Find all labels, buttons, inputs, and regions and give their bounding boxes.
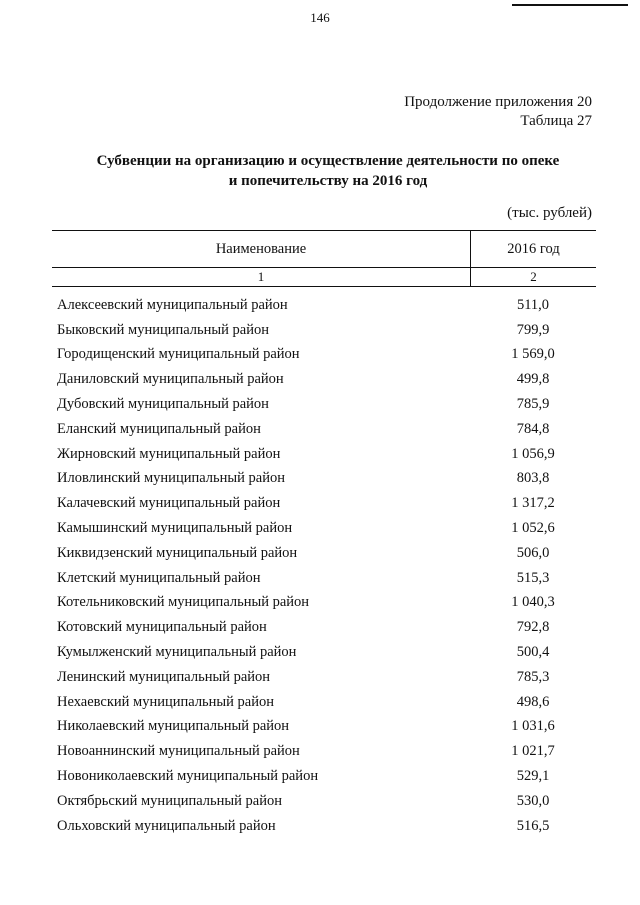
subvention-value: 530,0 xyxy=(516,792,550,809)
table-row xyxy=(52,640,596,665)
subvention-value: 1 317,2 xyxy=(511,495,555,512)
document-title xyxy=(60,151,596,191)
table-row xyxy=(52,442,596,467)
subvention-value: 784,8 xyxy=(516,420,550,437)
district-name: Жирновский муниципальный район xyxy=(57,445,281,462)
district-name: Котовский муниципальный район xyxy=(57,619,267,636)
title-line-2: и попечительству на 2016 год xyxy=(228,173,428,189)
subvention-value: 498,6 xyxy=(516,693,550,710)
header-name: Наименование xyxy=(52,231,471,267)
district-name: Иловлинский муниципальный район xyxy=(57,470,285,487)
subvention-value: 500,4 xyxy=(516,644,550,661)
district-name: Еланский муниципальный район xyxy=(57,420,261,437)
appendix-reference xyxy=(404,93,592,131)
column-number-2: 2 xyxy=(530,269,537,284)
table-row xyxy=(52,467,596,492)
district-name: Новониколаевский муниципальный район xyxy=(57,768,319,785)
district-name: Октябрьский муниципальный район xyxy=(57,792,282,809)
district-name: Дубовский муниципальный район xyxy=(57,396,269,413)
table-row xyxy=(52,318,596,343)
appendix-continuation: Продолжение приложения 20 xyxy=(404,94,592,110)
subvention-table xyxy=(52,230,596,839)
table-row xyxy=(52,615,596,640)
district-name: Алексеевский муниципальный район xyxy=(57,296,288,313)
table-label: Таблица 27 xyxy=(520,113,592,129)
table-row xyxy=(52,690,596,715)
table-row xyxy=(52,491,596,516)
district-name: Николаевский муниципальный район xyxy=(57,718,290,735)
column-number-1: 1 xyxy=(52,268,471,286)
district-name: Городищенский муниципальный район xyxy=(57,346,300,363)
district-name: Даниловский муниципальный район xyxy=(57,371,284,388)
district-name: Калачевский муниципальный район xyxy=(57,495,281,512)
subvention-value: 792,8 xyxy=(516,619,550,636)
page-number: 146 xyxy=(310,10,330,25)
header-year: 2016 год xyxy=(507,240,560,257)
table-row xyxy=(52,343,596,368)
district-name: Ольховский муниципальный район xyxy=(57,817,276,834)
subvention-value: 516,5 xyxy=(516,817,550,834)
title-line-1: Субвенции на организацию и осуществление деятельности по опеке xyxy=(96,153,560,169)
subvention-value: 1 056,9 xyxy=(511,445,555,462)
subvention-value: 1 021,7 xyxy=(511,743,555,760)
subvention-value: 515,3 xyxy=(516,569,550,586)
table-row xyxy=(52,665,596,690)
table-row xyxy=(52,715,596,740)
table-body xyxy=(52,293,596,839)
subvention-value: 785,3 xyxy=(516,668,550,685)
district-name: Нехаевский муниципальный район xyxy=(57,693,275,710)
district-name: Кумылженский муниципальный район xyxy=(57,644,297,661)
district-name: Котельниковский муниципальный район xyxy=(57,594,310,611)
subvention-value: 506,0 xyxy=(516,544,550,561)
unit-label: (тыс. рублей) xyxy=(507,205,592,221)
table-row xyxy=(52,392,596,417)
table-row xyxy=(52,764,596,789)
subvention-value: 511,0 xyxy=(516,296,550,313)
table-row xyxy=(52,739,596,764)
district-name: Быковский муниципальный район xyxy=(57,321,269,338)
table-row xyxy=(52,367,596,392)
subvention-value: 799,9 xyxy=(516,321,550,338)
subvention-value: 1 031,6 xyxy=(511,718,555,735)
table-row xyxy=(52,814,596,839)
table-row xyxy=(52,516,596,541)
table-header-row xyxy=(52,230,596,268)
subvention-value: 1 052,6 xyxy=(511,520,555,537)
table-row xyxy=(52,293,596,318)
table-row xyxy=(52,417,596,442)
table-row xyxy=(52,541,596,566)
district-name: Клетский муниципальный район xyxy=(57,569,261,586)
corner-scan-mark xyxy=(512,4,628,6)
district-name: Ленинский муниципальный район xyxy=(57,668,271,685)
table-row xyxy=(52,591,596,616)
subvention-value: 1 040,3 xyxy=(511,594,555,611)
district-name: Киквидзенский муниципальный район xyxy=(57,544,298,561)
district-name: Камышинский муниципальный район xyxy=(57,520,293,537)
subvention-value: 499,8 xyxy=(516,371,550,388)
table-row xyxy=(52,789,596,814)
subvention-value: 529,1 xyxy=(516,768,550,785)
column-number-row xyxy=(52,268,596,287)
subvention-value: 803,8 xyxy=(516,470,550,487)
subvention-value: 1 569,0 xyxy=(511,346,555,363)
district-name: Новоаннинский муниципальный район xyxy=(57,743,300,760)
subvention-value: 785,9 xyxy=(516,396,550,413)
table-row xyxy=(52,566,596,591)
